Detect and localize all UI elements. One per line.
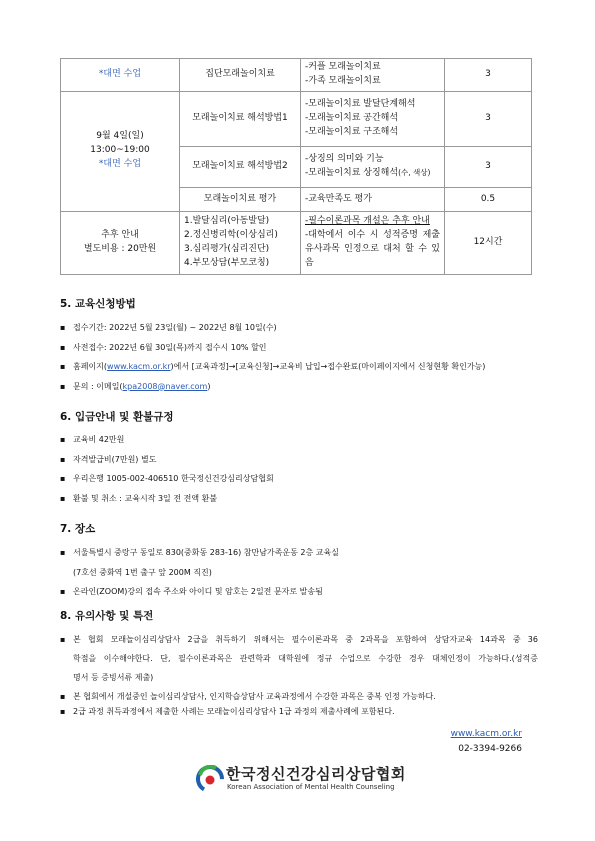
- list-item: ▪ 2급 과정 취득과정에서 제출한 사례는 모래놀이심리상담사 1급 과정의 제출사례에 포함된다.: [60, 704, 538, 719]
- section-title-notes: 8. 유의사항 및 특전: [60, 610, 154, 622]
- session-date: 9월 4일(일): [96, 131, 144, 142]
- course-cell: 모래놀이치료 평가: [180, 188, 301, 212]
- content-cell: -커플 모래놀이치료 -가족 모래놀이치료: [301, 59, 445, 92]
- later-info-cell: 추후 안내 별도비용 : 20만원: [61, 211, 180, 274]
- footer-website-link[interactable]: www.kacm.or.kr: [450, 729, 522, 739]
- footer-phone: 02-3394-9266: [458, 744, 522, 754]
- schedule-table: [60, 58, 532, 275]
- list-item: ▪ 교육비 42만원: [60, 430, 538, 450]
- table-row: [61, 211, 532, 274]
- content-cell: -교육만족도 평가: [301, 188, 445, 212]
- list-item: ▪ 우리은행 1005-002-406510 한국정신건강심리상담협회: [60, 469, 538, 489]
- hours-cell: 3: [445, 91, 532, 146]
- course-cell: 집단모래놀이치료: [180, 59, 301, 92]
- list-item: ▪ 환불 및 취소 : 교육시작 3일 전 전액 환불: [60, 489, 538, 509]
- list-item: ▪ 본 협회 모래놀이심리상담사 2급을 취득하기 위해서는 필수이론과목 중 2과목을 포함하여 상담자교육 14과목 중 36 학점을 이수해야한다. 단, 필수이론과목은 관련학과 대학원에 정규 수업으로 수강한 경우 대체인정이 가능하다.(성적증 명서 등 증빙서류 제출): [60, 630, 538, 687]
- org-name-en: Korean Association of Mental Health Counseling: [227, 783, 395, 791]
- later-courses-cell: 1.발달심리(아동발달) 2.정신병리학(이상심리) 3.심리평가(심리진단) 4.부모상담(부모코칭): [180, 211, 301, 274]
- table-row: [61, 91, 532, 146]
- content-cell: -모래놀이치료 발달단계해석 -모래놀이치료 공간해석 -모래놀이치료 구조해석: [301, 91, 445, 146]
- section-title-apply: 5. 교육신청방법: [60, 298, 136, 310]
- email-link[interactable]: kpa2008@naver.com: [122, 381, 208, 391]
- hours-cell: 0.5: [445, 188, 532, 212]
- session-datetime-cell: [61, 91, 180, 211]
- session-time: 13:00~19:00: [90, 145, 150, 156]
- session-mode: *대면 수업: [98, 159, 142, 170]
- table-row: [61, 59, 532, 92]
- list-item: (7호선 중화역 1번 출구 앞 200M 직진): [73, 567, 212, 577]
- list-item: ▪ 서울특별시 중랑구 동일로 830(중화동 283-16) 참만남가족운동 2층 교육실: [60, 543, 538, 563]
- org-logo: [196, 763, 436, 799]
- location-list: [60, 543, 538, 602]
- list-item: ▪ 사전접수: 2022년 6월 30일(목)까지 접수시 10% 할인: [60, 338, 538, 358]
- list-item: ▪ 온라인(ZOOM)강의 접속 주소와 아이디 및 암호는 2일전 문자로 발송됨: [60, 582, 538, 602]
- website-link[interactable]: www.kacm.or.kr: [107, 362, 171, 371]
- list-item: ▪ 문의 : 이메일(kpa2008@naver.com): [60, 377, 538, 397]
- course-cell: 모래놀이치료 해석방법1: [180, 91, 301, 146]
- list-item: ▪ 홈페이지(www.kacm.or.kr)에서 [교육과정]→[교육신청]→교육비 납입→접수완료(마이페이지에서 신청현황 확인가능): [60, 357, 538, 377]
- course-cell: 모래놀이치료 해석방법2: [180, 146, 301, 187]
- list-item: ▪ 접수기간: 2022년 5월 23일(월) ~ 2022년 8월 10일(수): [60, 318, 538, 338]
- content-cell: -상징의 의미와 기능 -모래놀이치료 상징해석(수, 색상): [301, 146, 445, 187]
- section-title-payment: 6. 입금안내 및 환불규정: [60, 411, 174, 423]
- hours-cell: 3: [445, 59, 532, 92]
- org-logo-icon: [196, 765, 224, 793]
- hours-cell: 12시간: [445, 211, 532, 274]
- org-name-ko: 한국정신건강심리상담협회: [226, 765, 406, 783]
- notes-list: [60, 630, 538, 719]
- session-mode-cell: *대면 수업: [61, 59, 180, 92]
- list-item: ▪ 본 협회에서 개설중인 놀이심리상담사, 인지학습상담사 교육과정에서 수강한 과목은 중복 인정 가능하다.: [60, 689, 538, 704]
- hours-cell: 3: [445, 146, 532, 187]
- payment-list: [60, 430, 538, 508]
- section-title-location: 7. 장소: [60, 523, 96, 535]
- list-item: ▪ 자격발급비(7만원) 별도: [60, 450, 538, 470]
- apply-list: [60, 318, 538, 396]
- later-notes-cell: -필수이론과목 개설은 추후 안내 -대학에서 이수 시 성적증명 제출 유사과목 인정으로 대처 할 수 있음: [301, 211, 445, 274]
